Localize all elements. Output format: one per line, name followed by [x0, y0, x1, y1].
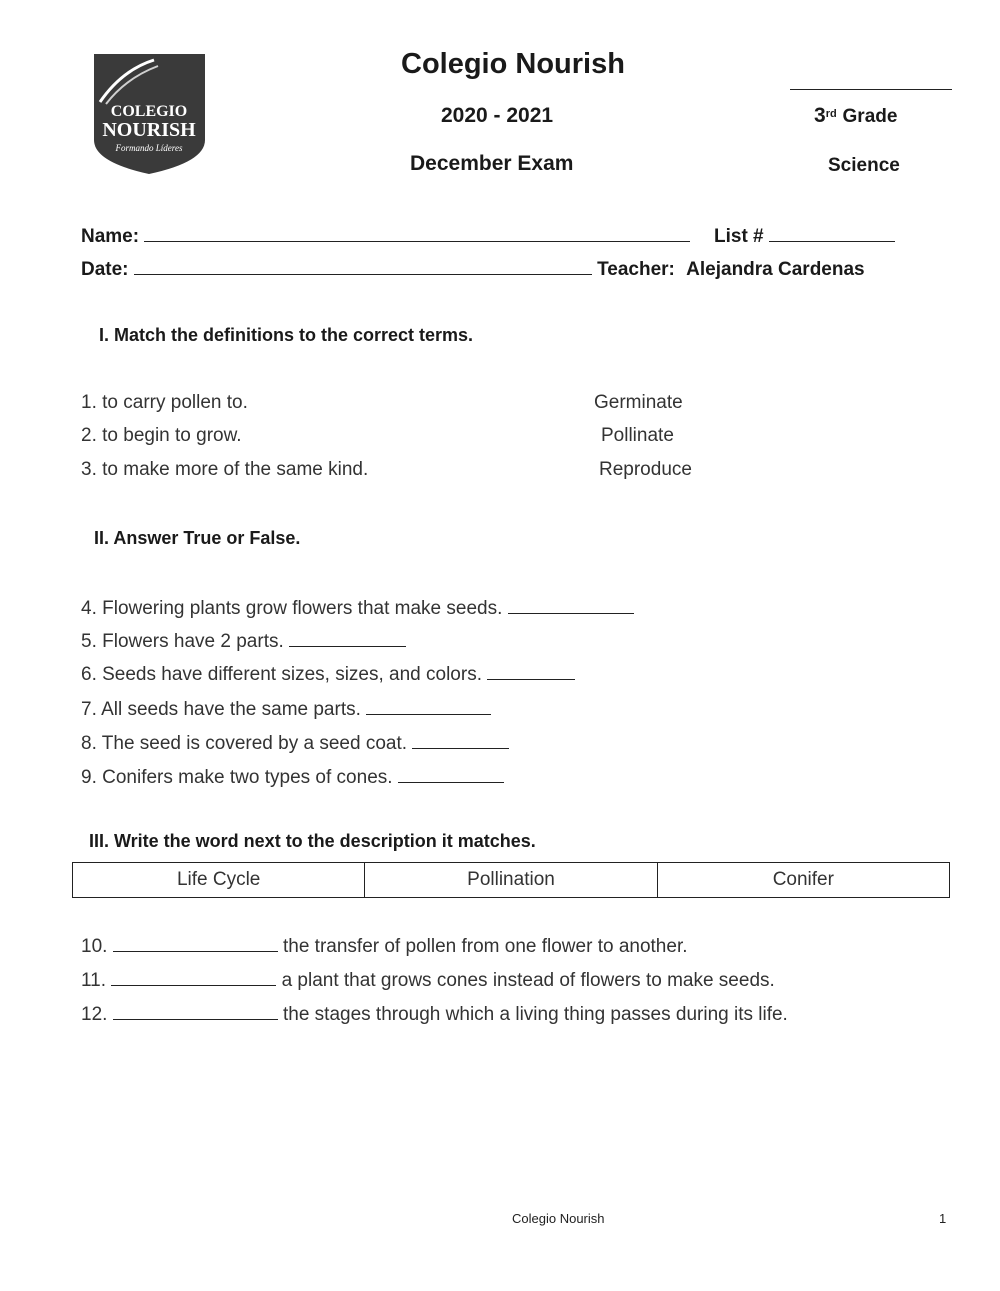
tf-item-4: 4. Flowering plants grow flowers that make seeds.	[81, 595, 634, 620]
list-row	[714, 223, 895, 248]
word-bank-cell-2: Pollination	[365, 863, 657, 898]
page-number: 1	[939, 1211, 947, 1226]
tf-blank-5[interactable]	[289, 628, 406, 647]
name-row	[81, 223, 690, 248]
tf-item-6: 6. Seeds have different sizes, sizes, and colors.	[81, 661, 575, 686]
teacher-name: Alejandra Cardenas	[686, 259, 865, 280]
tf-blank-7[interactable]	[366, 696, 491, 715]
tf-item-9: 9. Conifers make two types of cones.	[81, 764, 504, 789]
exam-title: December Exam	[410, 152, 574, 175]
name-blank[interactable]	[144, 223, 690, 242]
tf-item-7: 7. All seeds have the same parts.	[81, 696, 491, 721]
school-title: Colegio Nourish	[401, 48, 625, 80]
section2-title: II. Answer True or False.	[94, 528, 301, 548]
match-blank-10[interactable]	[113, 933, 278, 952]
date-blank[interactable]	[134, 256, 592, 275]
header-rule	[790, 89, 952, 90]
footer-school: Colegio Nourish	[512, 1211, 605, 1226]
tf-blank-9[interactable]	[398, 764, 504, 783]
match-item-11: 11. a plant that grows cones instead of flowers to make seeds.	[81, 967, 775, 992]
word-bank-cell-3: Conifer	[657, 863, 949, 898]
grade-label: 3rd Grade	[814, 104, 898, 127]
school-logo	[92, 52, 207, 176]
logo-line2: NOURISH	[102, 119, 196, 141]
logo-tagline: Formando Líderes	[115, 143, 183, 153]
tf-item-5: 5. Flowers have 2 parts.	[81, 628, 406, 653]
match-item-12: 12. the stages through which a living thing passes during its life.	[81, 1001, 788, 1026]
subject-label: Science	[828, 155, 900, 176]
tf-item-8: 8. The seed is covered by a seed coat.	[81, 730, 509, 755]
definition-2: 2. to begin to grow.	[81, 425, 242, 446]
match-blank-11[interactable]	[111, 967, 276, 986]
term-1: Germinate	[594, 392, 683, 413]
term-3: Reproduce	[599, 459, 692, 480]
word-bank	[72, 862, 950, 898]
definition-3: 3. to make more of the same kind.	[81, 459, 369, 480]
school-year: 2020 - 2021	[441, 104, 554, 127]
tf-blank-6[interactable]	[487, 661, 575, 680]
name-label: Name:	[81, 226, 140, 247]
teacher-label: Teacher:	[597, 259, 675, 280]
date-row	[81, 256, 865, 281]
match-blank-12[interactable]	[113, 1001, 278, 1020]
term-2: Pollinate	[601, 425, 674, 446]
word-bank-cell-1: Life Cycle	[73, 863, 365, 898]
match-item-10: 10. the transfer of pollen from one flower to another.	[81, 933, 688, 958]
tf-blank-8[interactable]	[412, 730, 509, 749]
section1-title: I. Match the definitions to the correct terms.	[99, 325, 474, 345]
logo-line1: COLEGIO	[110, 103, 188, 120]
section3-title: III. Write the word next to the description it matches.	[89, 831, 536, 851]
tf-blank-4[interactable]	[508, 595, 634, 614]
definition-1: 1. to carry pollen to.	[81, 392, 248, 413]
list-label: List #	[714, 226, 764, 247]
list-blank[interactable]	[769, 223, 895, 242]
date-label: Date:	[81, 259, 129, 280]
